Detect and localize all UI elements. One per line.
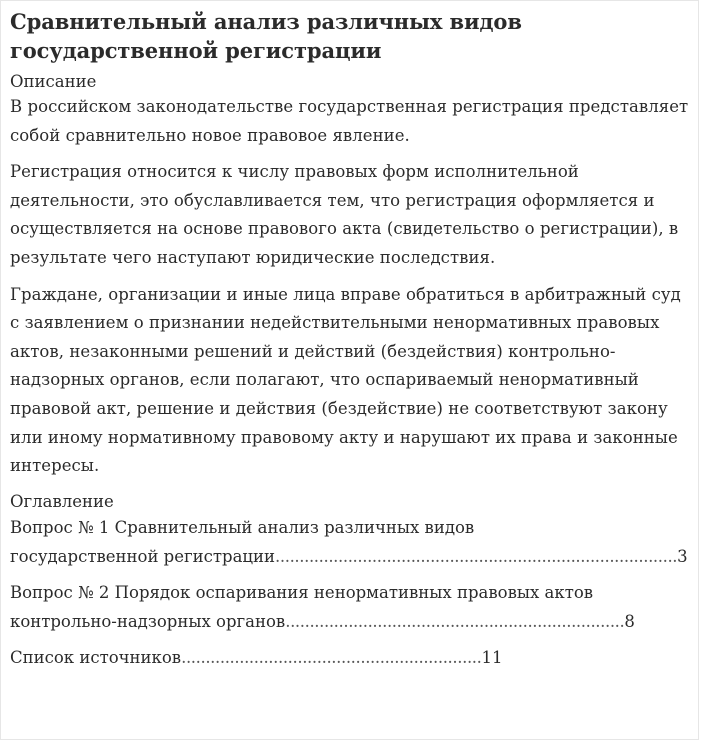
document-title: Сравнительный анализ различных видов государственной регистрации [10, 9, 522, 63]
toc-entry-2-title-line: Вопрос № 2 Порядок оспаривания ненормативных правовых актов [10, 582, 594, 602]
paragraph-1: В российском законодательстве государственная регистрация представляет собой сравнительно новое правовое явление. [10, 97, 689, 145]
paragraph-3: Граждане, организации и иные лица вправе обратиться в арбитражный суд с заявлением о признании недействительными ненормативных правовых актов, незаконными решений и действий (бездействия) контрольно-надзорных органов, если полагают, что оспариваемый ненормативный правовой акт, решение и действия (бездействие) не соответствуют закону или иному нормативному правовому акту и нарушают их права и законные интересы. [10, 284, 681, 476]
toc-heading: Оглавление [10, 491, 114, 511]
paragraph-2: Регистрация относится к числу правовых форм исполнительной деятельности, это обуславливается тем, что регистрация оформляется и осуществляется на основе правового акта (свидетельство о регистрации), в результате чего наступают юридические последствия. [10, 162, 679, 267]
toc-entry-3-page: 11 [481, 647, 503, 667]
toc-entry-1-second-line [10, 542, 690, 571]
toc-entry-1-title-cont: государственной регистрации [10, 546, 276, 566]
toc-entry-3 [10, 643, 690, 672]
toc-entry-3-line [10, 643, 690, 672]
description-heading: Описание [10, 72, 97, 91]
toc-entry-3-leader: .............................................................. [181, 647, 482, 667]
toc-entry-1-page: 3 [677, 546, 688, 566]
toc-entry-1 [10, 513, 690, 571]
toc-entry-2-second-line [10, 607, 690, 636]
toc-entry-2-leader: ...................................................................... [285, 611, 625, 631]
toc-entry-2-title-cont: контрольно-надзорных органов [10, 611, 286, 631]
toc-entry-3-title: Список источников [10, 647, 182, 667]
toc-entry-1-title-line: Вопрос № 1 Сравнительный анализ различных видов [10, 517, 475, 537]
toc-entry-2-page: 8 [624, 611, 635, 631]
toc-entry-1-leader: ................................................................................... [275, 546, 678, 566]
toc-entry-2 [10, 578, 690, 636]
